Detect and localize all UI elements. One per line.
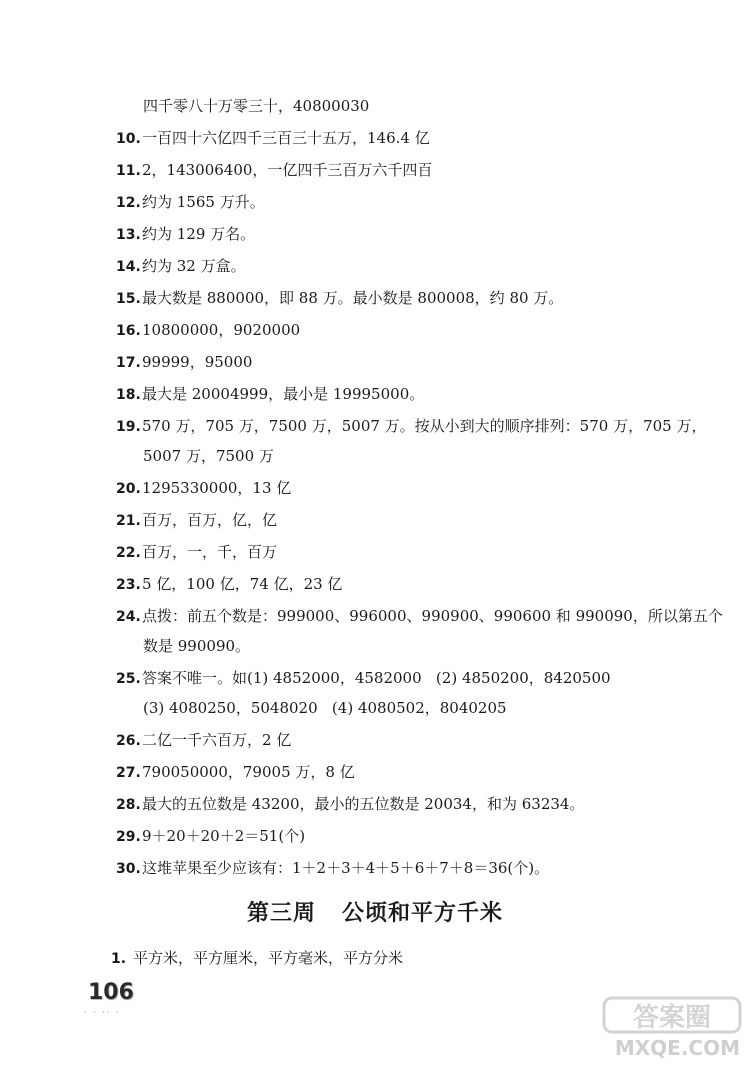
answer-number: 30. <box>116 861 141 877</box>
answer-text: 这堆苹果至少应该有：1＋2＋3＋4＋5＋6＋7＋8＝36(个)。 <box>142 859 550 877</box>
answer-21 <box>116 510 277 531</box>
answer-number: 22. <box>116 545 141 561</box>
answer-18 <box>116 384 424 405</box>
answer-28 <box>116 794 584 815</box>
answer-24-continuation <box>143 636 250 656</box>
answer-26 <box>116 730 291 751</box>
answer-text: 最大是 20004999，最小是 19995000。 <box>142 385 425 403</box>
answer-23 <box>116 574 342 595</box>
answer-number: 23. <box>116 577 141 593</box>
watermark-logo-text: 答案圈 <box>632 1003 712 1033</box>
answer-number: 12. <box>116 195 141 211</box>
answer-16 <box>116 320 300 341</box>
answer-text: 1295330000，13 亿 <box>142 479 292 497</box>
answer-number: 15. <box>116 291 141 307</box>
answer-number: 28. <box>116 797 141 813</box>
answer-number: 20. <box>116 481 141 497</box>
answer-number: 13. <box>116 227 141 243</box>
answer-text: 790050000，79005 万，8 亿 <box>142 763 355 781</box>
answer-19-continuation <box>143 446 274 466</box>
answer-number: 27. <box>116 765 141 781</box>
answer-number: 17. <box>116 355 141 371</box>
answer-text: 最大数是 880000，即 88 万。最小数是 800008，约 80 万。 <box>142 289 564 307</box>
section-answer-1 <box>111 948 403 969</box>
answer-number: 25. <box>116 671 141 687</box>
watermark-url: MXQE.COM <box>614 1036 740 1060</box>
answer-text: 约为 1565 万升。 <box>142 193 265 211</box>
answer-30 <box>116 858 549 879</box>
answer-text: 点拨：前五个数是：999000、996000、990900、990600 和 990090，所以第五个 <box>142 607 723 625</box>
answer-number: 11. <box>116 163 141 179</box>
answer-22 <box>116 542 277 563</box>
answer-number: 26. <box>116 733 141 749</box>
answer-29 <box>116 826 305 847</box>
answer-number: 19. <box>116 419 141 435</box>
answer-text: 99999，95000 <box>142 353 253 371</box>
answer-text: 10800000，9020000 <box>142 321 301 339</box>
answer-27 <box>116 762 355 783</box>
answer-text: 百万，百万，亿，亿 <box>142 511 278 529</box>
answer-25 <box>116 668 611 689</box>
section-title: 第三周 公顷和平方千米 <box>247 901 503 926</box>
answer-number: 16. <box>116 323 141 339</box>
answer-number: 24. <box>116 609 141 625</box>
answer-text: 约为 32 万盒。 <box>142 257 246 275</box>
answer-14 <box>116 256 246 277</box>
answer-text: 二亿一千六百万，2 亿 <box>142 731 292 749</box>
answer-text: 四千零八十万零三十，40800030 <box>143 97 370 115</box>
answer-19 <box>116 416 706 437</box>
answer-text: 答案不唯一。如(1) 4852000，4582000 (2) 4850200，8420500 <box>142 669 611 687</box>
watermark-logo-icon <box>602 994 742 1036</box>
answer-text: 最大的五位数是 43200，最小的五位数是 20034，和为 63234。 <box>142 795 585 813</box>
answer-text: 一百四十六亿四千三百三十五万，146.4 亿 <box>142 129 430 147</box>
answer-13 <box>116 224 255 245</box>
answer-9-continuation <box>143 96 369 116</box>
answer-text: 2，143006400，一亿四千三百万六千四百 <box>142 161 433 179</box>
answer-number: 1. <box>111 951 127 967</box>
answer-text: 百万，一，千，百万 <box>142 543 278 561</box>
answer-number: 10. <box>116 131 141 147</box>
answer-text: 9＋20＋20＋2＝51(个) <box>142 827 306 845</box>
answer-text: 数是 990090。 <box>143 637 251 655</box>
answer-15 <box>116 288 563 309</box>
answer-number: 29. <box>116 829 141 845</box>
answer-17 <box>116 352 252 373</box>
page-number-decoration: · · ·· · <box>84 1008 121 1017</box>
answer-11 <box>116 160 432 181</box>
answer-24 <box>116 606 723 627</box>
answer-number: 21. <box>116 513 141 529</box>
answer-text: 5 亿，100 亿，74 亿，23 亿 <box>142 575 343 593</box>
answer-10 <box>116 128 430 149</box>
answer-number: 18. <box>116 387 141 403</box>
answer-text: 570 万，705 万，7500 万，5007 万。按从小到大的顺序排列：570 万，705 万， <box>142 417 707 435</box>
watermark <box>602 994 742 1064</box>
answer-12 <box>116 192 265 213</box>
answer-text: 5007 万，7500 万 <box>143 447 274 465</box>
answer-text: 平方米，平方厘米，平方毫米，平方分米 <box>133 949 404 967</box>
page-number: 106 <box>88 980 134 1005</box>
answer-text: 约为 129 万名。 <box>142 225 256 243</box>
answer-20 <box>116 478 291 499</box>
answer-text: (3) 4080250，5048020 (4) 4080502，8040205 <box>143 699 507 717</box>
answer-number: 14. <box>116 259 141 275</box>
answer-25-continuation <box>143 698 507 718</box>
